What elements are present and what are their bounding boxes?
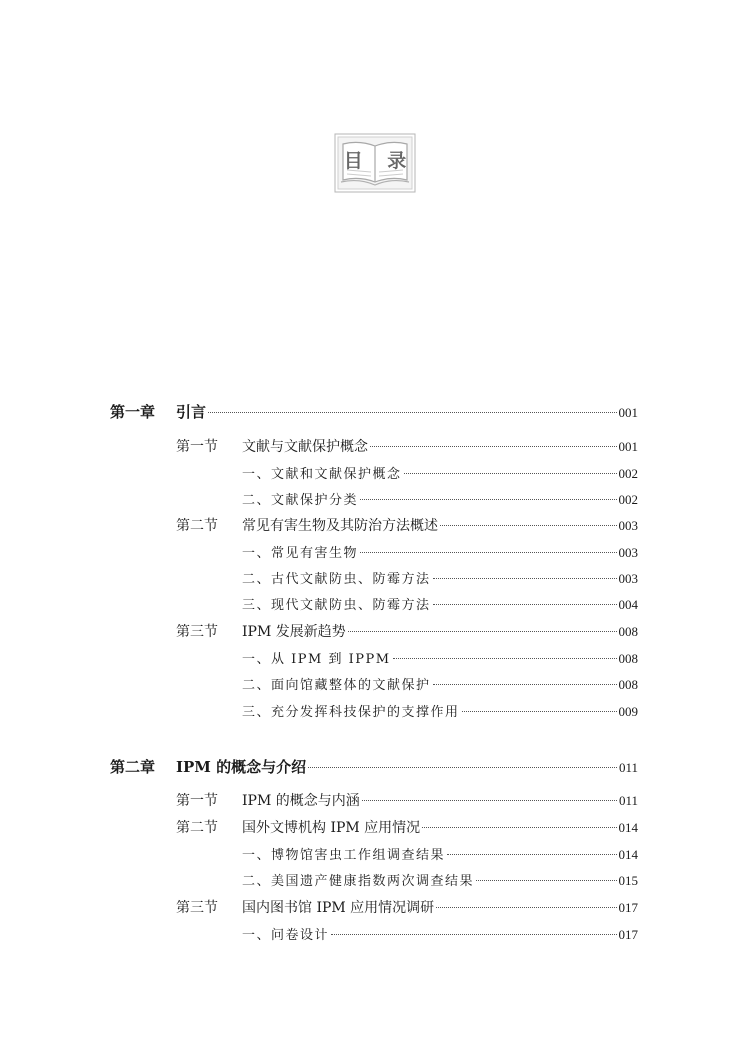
subsection-title: 三、充分发挥科技保护的支撑作用	[242, 705, 460, 720]
toc-chapter[interactable]	[110, 401, 638, 423]
page-number: 004	[618, 597, 638, 612]
toc-subsection[interactable]	[242, 542, 638, 564]
section-number: 第一节	[176, 793, 218, 809]
page-number: 001	[618, 405, 638, 420]
dot-leader	[404, 473, 617, 474]
toc-section[interactable]	[176, 436, 638, 458]
section-number: 第一节	[176, 439, 218, 455]
section-number: 第二节	[176, 518, 218, 534]
dot-leader	[422, 827, 616, 828]
page-number: 009	[618, 704, 638, 719]
toc-subsection[interactable]	[242, 701, 638, 723]
toc-subsection[interactable]	[242, 844, 638, 866]
toc-subsection[interactable]	[242, 674, 638, 696]
toc-subsection[interactable]	[242, 594, 638, 616]
subsection-title: 二、面向馆藏整体的文献保护	[242, 678, 431, 693]
dot-leader	[433, 604, 617, 605]
toc-section[interactable]	[176, 790, 638, 812]
page-number: 003	[618, 518, 638, 533]
toc-subsection[interactable]	[242, 648, 638, 670]
dot-leader	[393, 658, 617, 659]
subsection-title: 一、问卷设计	[242, 928, 330, 943]
page-number: 001	[618, 439, 638, 454]
section-title: IPM 的概念与内涵	[242, 793, 360, 809]
dot-leader	[348, 631, 617, 632]
section-number: 第三节	[176, 624, 218, 640]
toc-subsection[interactable]	[242, 489, 638, 511]
dot-leader	[308, 767, 617, 768]
chapter-title: 引言	[176, 403, 207, 421]
page-number: 003	[618, 571, 638, 586]
toc-subsection[interactable]	[242, 924, 638, 946]
subsection-title: 二、文献保护分类	[242, 493, 359, 508]
section-title: IPM 发展新趋势	[242, 624, 346, 640]
dot-leader	[462, 711, 617, 712]
page-number: 017	[618, 927, 638, 942]
dot-leader	[362, 800, 617, 801]
dot-leader	[447, 854, 616, 855]
page-number: 011	[618, 760, 638, 775]
subsection-title: 二、古代文献防虫、防霉方法	[242, 572, 431, 587]
subsection-title: 一、常见有害生物	[242, 546, 359, 561]
dot-leader	[433, 684, 617, 685]
chapter-number: 第一章	[110, 403, 156, 421]
page-number: 014	[618, 820, 638, 835]
section-title: 国内图书馆 IPM 应用情况调研	[242, 900, 435, 916]
toc-chapter[interactable]	[110, 756, 638, 778]
page-number: 015	[618, 873, 638, 888]
subsection-title: 一、文献和文献保护概念	[242, 467, 402, 482]
page-number: 002	[618, 466, 638, 481]
page-number: 003	[618, 545, 638, 560]
page-number: 008	[618, 677, 638, 692]
toc-section[interactable]	[176, 621, 638, 643]
toc-section[interactable]	[176, 515, 638, 537]
page-title: 目 录	[343, 150, 416, 172]
subsection-title: 一、博物馆害虫工作组调查结果	[242, 848, 446, 863]
page-number: 008	[618, 624, 638, 639]
toc-subsection[interactable]	[242, 870, 638, 892]
section-title: 国外文博机构 IPM 应用情况	[242, 820, 421, 836]
dot-leader	[370, 446, 617, 447]
toc-section[interactable]	[176, 897, 638, 919]
section-number: 第三节	[176, 900, 218, 916]
toc-subsection[interactable]	[242, 463, 638, 485]
dot-leader	[208, 412, 616, 413]
dot-leader	[440, 525, 617, 526]
section-title: 文献与文献保护概念	[242, 439, 368, 455]
subsection-title: 一、从 IPM 到 IPPM	[242, 652, 391, 667]
section-number: 第二节	[176, 820, 218, 836]
dot-leader	[360, 552, 616, 553]
page-number: 008	[618, 651, 638, 666]
page-number: 014	[618, 847, 638, 862]
toc-title-badge	[333, 132, 417, 194]
toc-subsection[interactable]	[242, 568, 638, 590]
page-number: 017	[618, 900, 638, 915]
dot-leader	[360, 499, 616, 500]
chapter-title: IPM 的概念与介绍	[176, 758, 307, 776]
dot-leader	[433, 578, 617, 579]
page-number: 002	[618, 492, 638, 507]
dot-leader	[331, 934, 616, 935]
toc-section[interactable]	[176, 817, 638, 839]
section-title: 常见有害生物及其防治方法概述	[242, 518, 438, 534]
dot-leader	[436, 907, 616, 908]
subsection-title: 三、现代文献防虫、防霉方法	[242, 598, 431, 613]
page-number: 011	[618, 793, 638, 808]
chapter-number: 第二章	[110, 758, 156, 776]
subsection-title: 二、美国遗产健康指数两次调查结果	[242, 874, 475, 889]
dot-leader	[476, 880, 616, 881]
